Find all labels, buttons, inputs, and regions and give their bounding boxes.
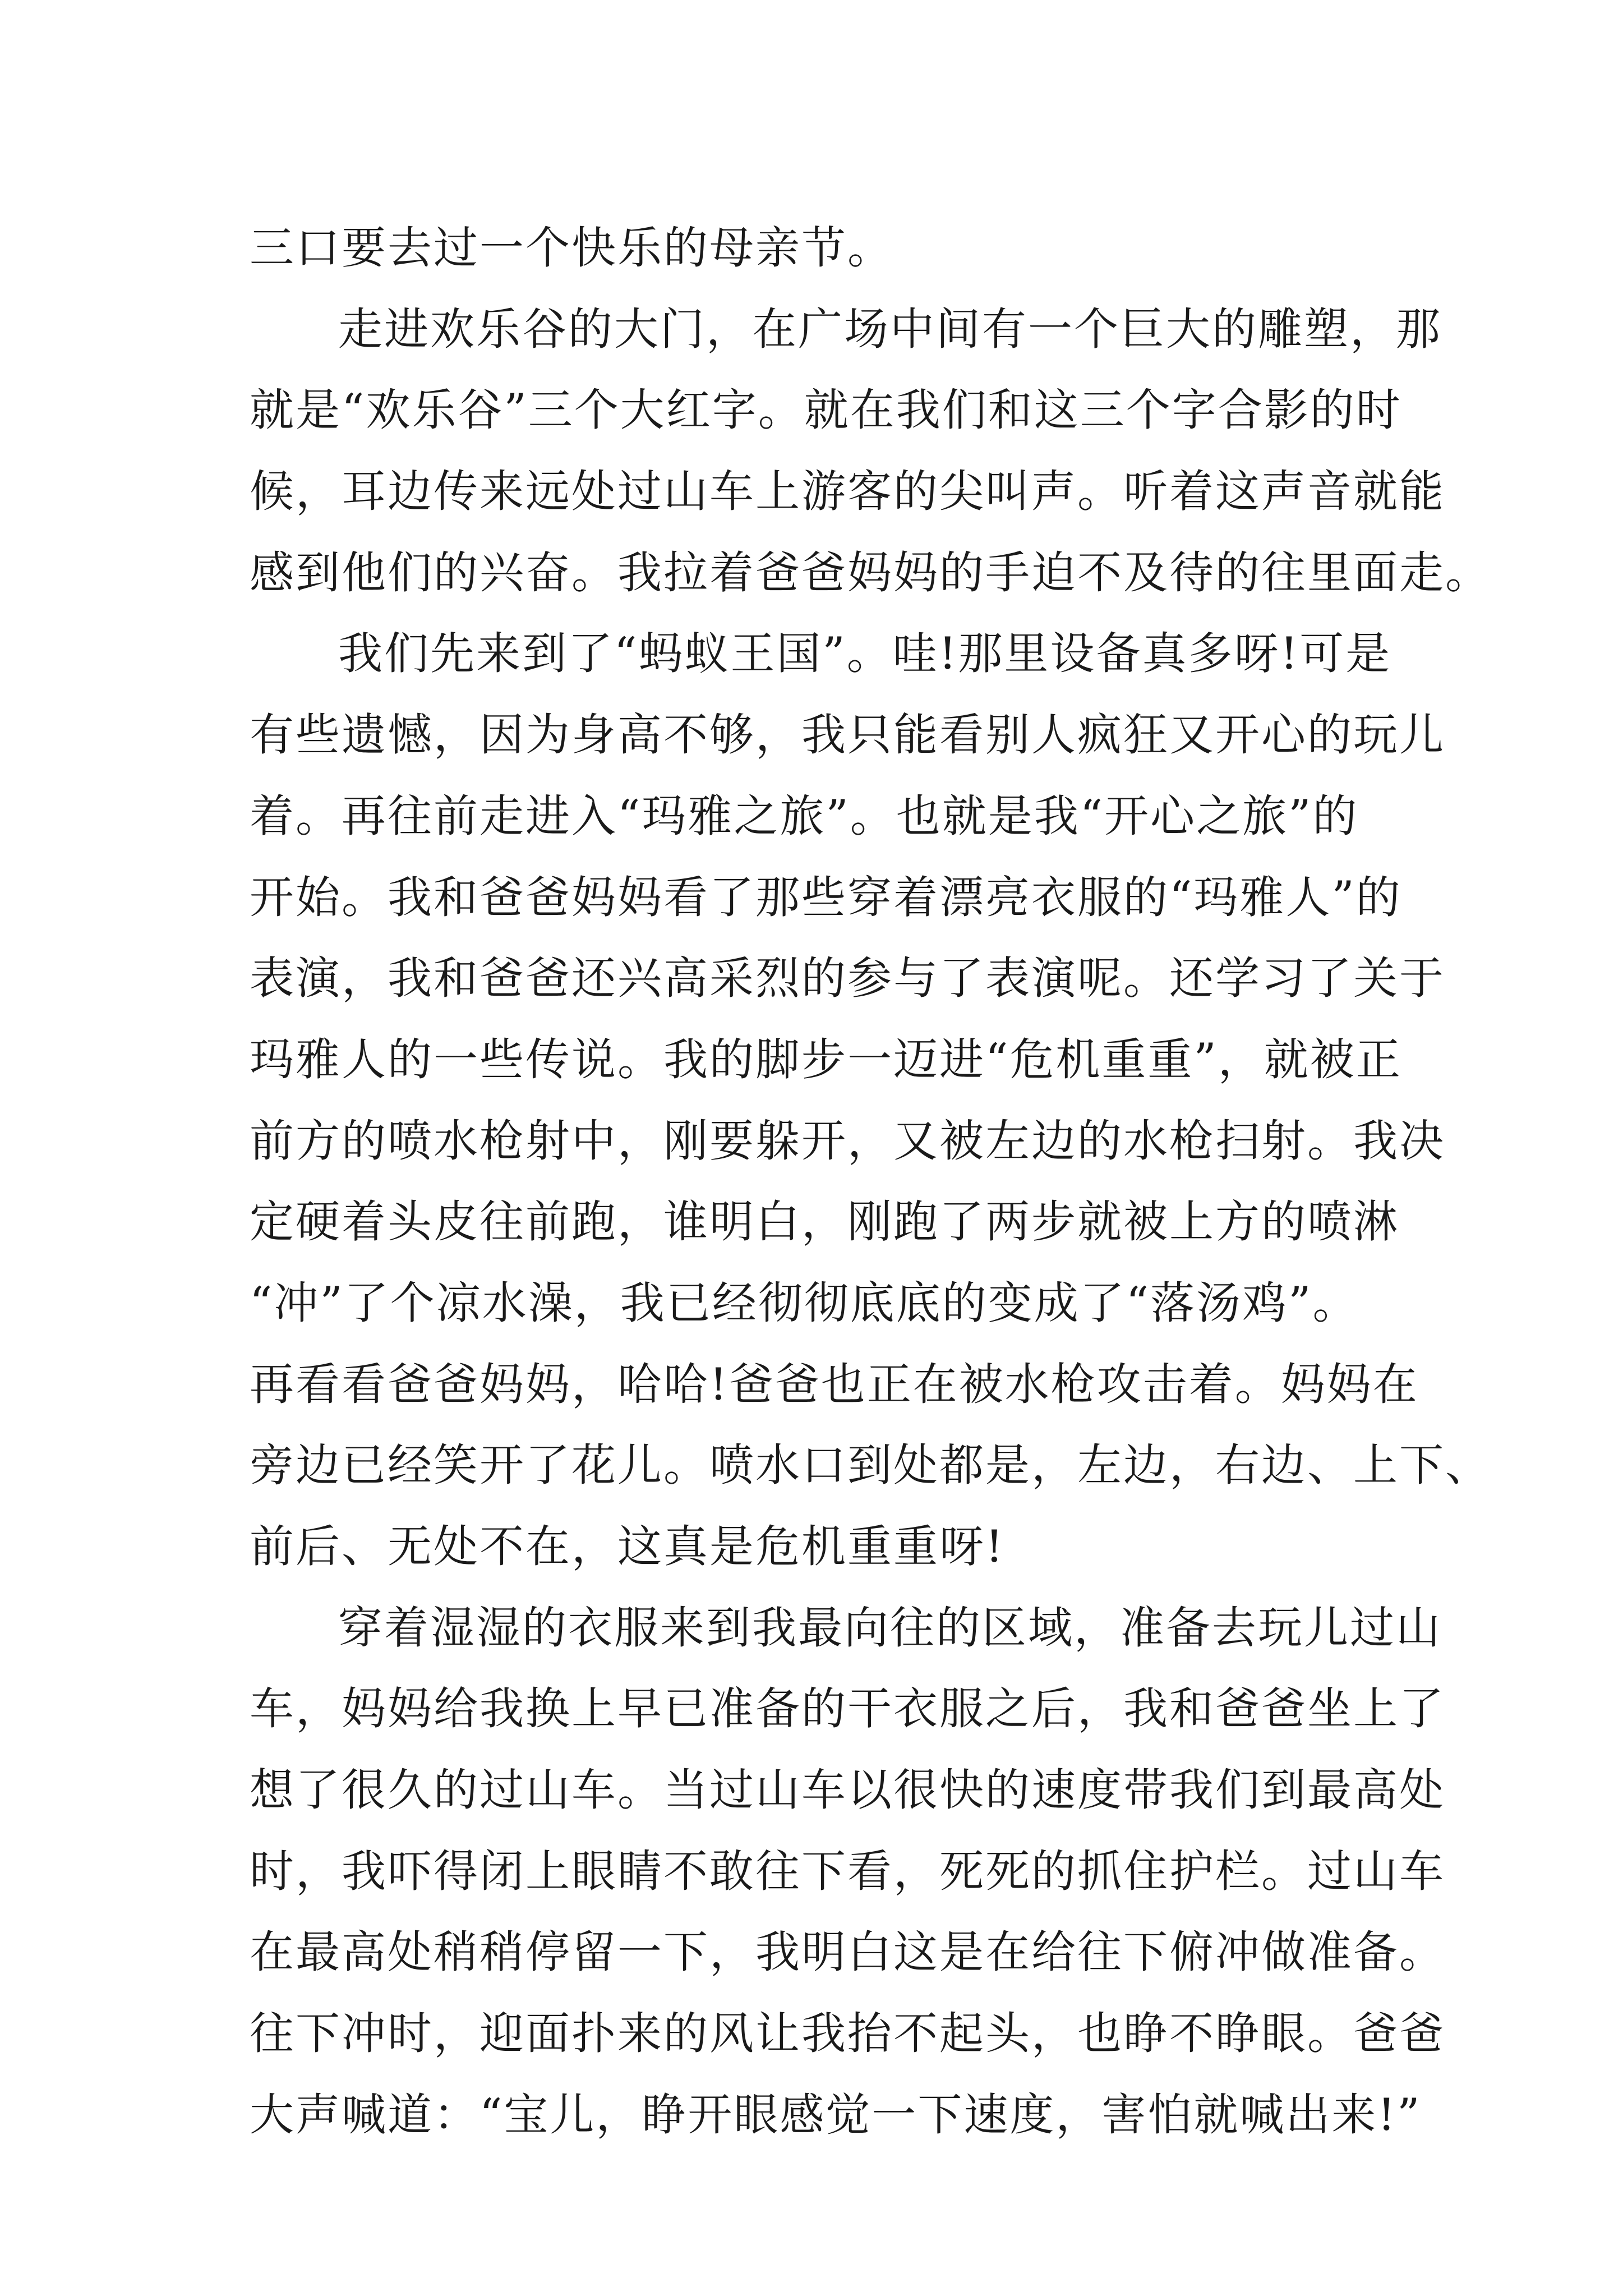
text-line: 有些遗憾，因为身高不够，我只能看别人疯狂又开心的玩儿 [250,709,1445,761]
text-line: 着。再往前走进入“玛雅之旅”。也就是我“开心之旅”的 [250,790,1359,842]
text-line: 车，妈妈给我换上早已准备的干衣服之后，我和爸爸坐上了 [250,1683,1445,1735]
text-line: 候，耳边传来远处过山车上游客的尖叫声。听着这声音就能 [250,466,1445,518]
paragraph-start-line: 走进欢乐谷的大门，在广场中间有一个巨大的雕塑，那 [338,303,1442,355]
text-line: 表演，我和爸爸还兴高采烈的参与了表演呢。还学习了关于 [250,953,1445,1005]
text-line: 就是“欢乐谷”三个大红字。就在我们和这三个字合影的时 [250,384,1402,436]
essay-body [250,208,1491,2156]
text-line: 三口要去过一个快乐的母亲节。 [250,222,893,274]
text-line: 大声喊道：“宝儿，睁开眼感觉一下速度，害怕就喊出来!” [250,2088,1422,2141]
text-line: 前方的喷水枪射中，刚要躲开，又被左边的水枪扫射。我决 [250,1115,1445,1167]
text-line: 时，我吓得闭上眼睛不敢往下看，死死的抓住护栏。过山车 [250,1845,1445,1897]
text-line: 玛雅人的一些传说。我的脚步一迈进“危机重重”，就被正 [250,1033,1402,1085]
text-line: “冲”了个凉水澡，我已经彻彻底底的变成了“落汤鸡”。 [250,1277,1359,1329]
text-line: 往下冲时，迎面扑来的风让我抬不起头，也睁不睁眼。爸爸 [250,2008,1445,2060]
text-line: 开始。我和爸爸妈妈看了那些穿着漂亮衣服的“玛雅人”的 [250,871,1402,923]
text-line: 定硬着头皮往前跑，谁明白，刚跑了两步就被上方的喷淋 [250,1196,1399,1248]
paragraph-start-line: 穿着湿湿的衣服来到我最向往的区域，准备去玩儿过山 [338,1602,1442,1654]
text-line: 感到他们的兴奋。我拉着爸爸妈妈的手迫不及待的往里面走。 [250,546,1491,599]
text-line: 想了很久的过山车。当过山车以很快的速度带我们到最高处 [250,1764,1445,1816]
text-line: 前后、无处不在，这真是危机重重呀! [250,1521,1005,1572]
text-line: 旁边已经笑开了花儿。喷水口到处都是，左边，右边、上下、 [250,1439,1491,1492]
paragraph-start-line: 我们先来到了“蚂蚁王国”。哇!那里设备真多呀!可是 [338,628,1392,680]
text-line: 再看看爸爸妈妈，哈哈!爸爸也正在被水枪攻击着。妈妈在 [250,1358,1419,1410]
text-line: 在最高处稍稍停留一下，我明白这是在给往下俯冲做准备。 [250,1926,1445,1978]
